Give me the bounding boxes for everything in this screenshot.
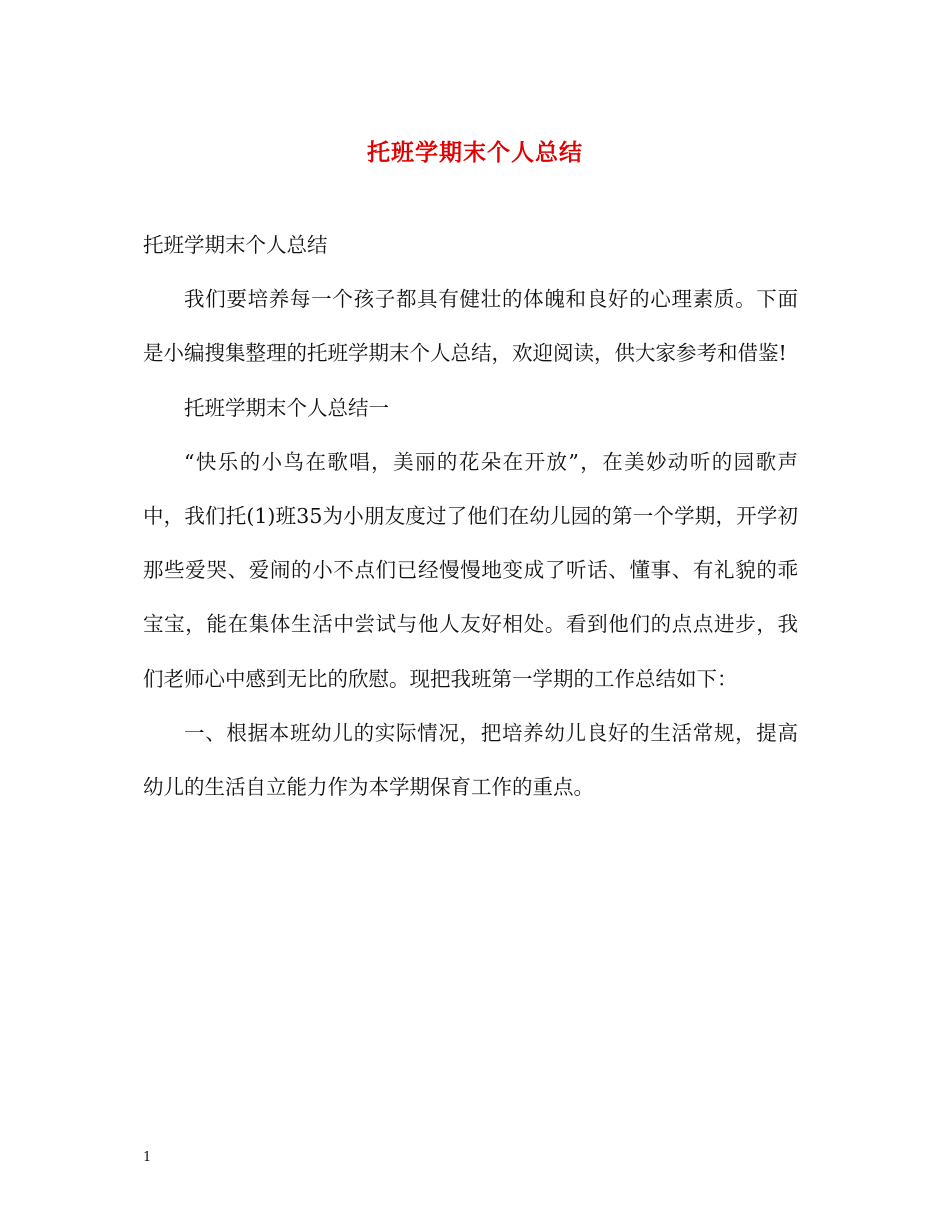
document-body	[143, 218, 798, 814]
document-title: 托班学期末个人总结	[367, 139, 583, 166]
section-heading: 托班学期末个人总结一	[184, 395, 389, 420]
intro-paragraph: 我们要培养每一个孩子都具有健壮的体魄和良好的心理素质。下面是小编搜集整理的托班学期末个人总结，欢迎阅读，供大家参考和借鉴!	[143, 287, 798, 366]
page-number: 1	[143, 1150, 152, 1165]
subtitle-paragraph: 托班学期末个人总结	[143, 233, 328, 257]
body-paragraph: “快乐的小鸟在歌唱，美丽的花朵在开放”，在美妙动听的园歌声中，我们托(1)班35为小朋友度过了他们在幼儿园的第一个学期，开学初那些爱哭、爱闹的小不点们已经慢慢地变成了听话、懂事、有礼貌的乖宝宝，能在集体生活中尝试与他人友好相处。看到他们的点点进步，我们老师心中感到无比的欣慰。现把我班第一学期的工作总结如下：	[143, 449, 798, 691]
body-paragraph: 一、根据本班幼儿的实际情况，把培养幼儿良好的生活常规，提高幼儿的生活自立能力作为本学期保育工作的重点。	[143, 720, 798, 800]
